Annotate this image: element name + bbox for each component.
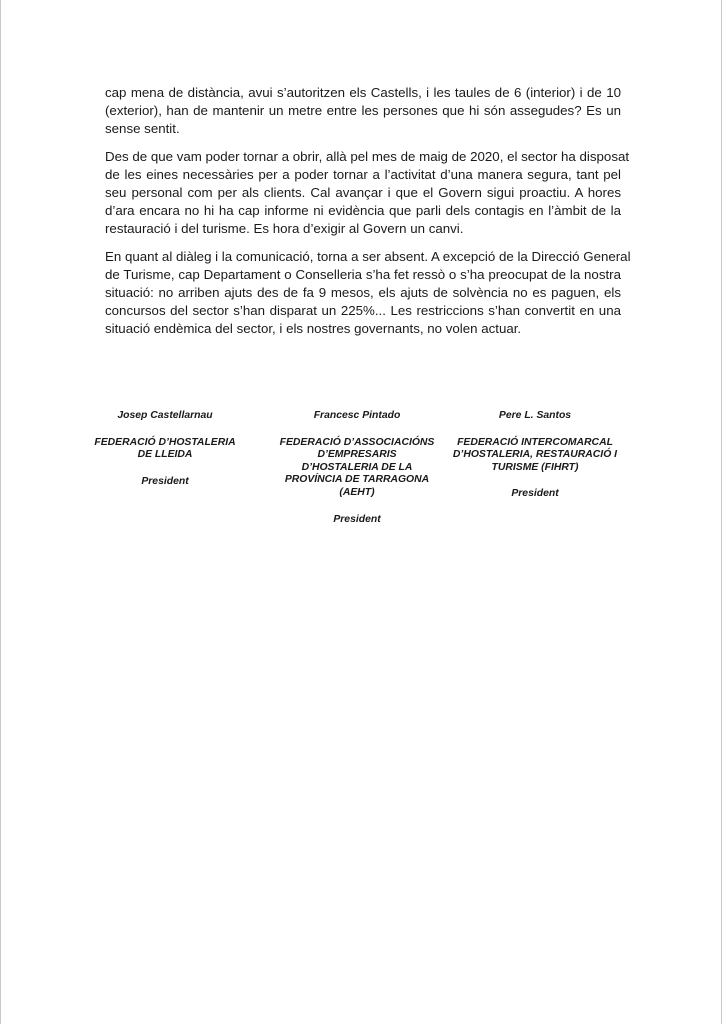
- signatory-name: Francesc Pintado: [313, 410, 401, 421]
- text-line: concursos del sector s’han disparat un 225%... Les restriccions s’han convertit en una: [105, 303, 621, 319]
- organization-line: D’HOSTALERIA, RESTAURACIÓ I: [452, 449, 618, 461]
- signature-block: [70, 410, 260, 488]
- text-line: situació endèmica del sector, i els nostres governants, no volen actuar.: [105, 321, 522, 337]
- text-line: cap mena de distància, avui s’autoritzen els Castells, i les taules de 6 (interior) i de 10: [105, 85, 621, 100]
- paragraph: [105, 84, 621, 139]
- organization-line: D’HOSTALERIA DE LA: [301, 461, 413, 473]
- signatory-organization: [70, 437, 260, 462]
- text-line: seu personal com per als clients. Cal avançar i que el Govern sigui proactiu. A hores: [105, 185, 621, 201]
- signature-block: [440, 410, 630, 501]
- text-line: restauració i del turisme. Es hora d’exigir al Govern un canvi.: [105, 221, 464, 237]
- text-line: de Turisme, cap Departament o Conselleria s’ha fet ressò o s’ha preocupat de la nostra: [105, 266, 621, 282]
- document-body: [105, 84, 631, 348]
- organization-line: TURISME (FIHRT): [491, 461, 579, 473]
- organization-line: FEDERACIÓ D’ASSOCIACIÓNS: [279, 436, 435, 448]
- text-line: Des de que vam poder tornar a obrir, allà pel mes de maig de 2020, el sector ha disposat: [105, 148, 630, 164]
- signatory-role: President: [511, 488, 559, 500]
- signatory-name: Pere L. Santos: [498, 410, 572, 421]
- signatory-name: Josep Castellarnau: [117, 410, 213, 421]
- paragraph: [105, 248, 631, 339]
- signatory-organization: [440, 437, 630, 475]
- organization-line: FEDERACIÓ INTERCOMARCAL: [457, 436, 613, 448]
- text-line: En quant al diàleg i la comunicació, torna a ser absent. A excepció de la Direcció General: [105, 248, 631, 264]
- page-edge-left: [0, 0, 1, 1024]
- text-line: d’ara encara no hi ha cap informe ni evidència que parli dels contagis en l’àmbit de la: [105, 203, 621, 219]
- text-line: (exterior), han de mantenir un metre entre les persones que hi són assegudes? Es un: [105, 103, 621, 119]
- text-line: sense sentit.: [105, 121, 180, 137]
- signatory-organization: [262, 437, 452, 500]
- organization-line: PROVÍNCIA DE TARRAGONA: [284, 474, 430, 486]
- organization-line: FEDERACIÓ D’HOSTALERIA: [94, 436, 236, 448]
- signature-block: [262, 410, 452, 526]
- signatory-role: President: [333, 513, 381, 525]
- organization-line: (AEHT): [339, 486, 375, 498]
- organization-line: D’EMPRESARIS: [317, 449, 397, 461]
- signatory-role: President: [141, 475, 189, 487]
- text-line: situació: no arriben ajuts des de fa 9 mesos, els ajuts de solvència no es paguen, els: [105, 285, 621, 301]
- paragraph: [105, 148, 630, 239]
- text-line: de les eines necessàries per a poder tornar a l’activitat d’una manera segura, tant pel: [105, 166, 621, 182]
- organization-line: DE LLEIDA: [137, 449, 193, 461]
